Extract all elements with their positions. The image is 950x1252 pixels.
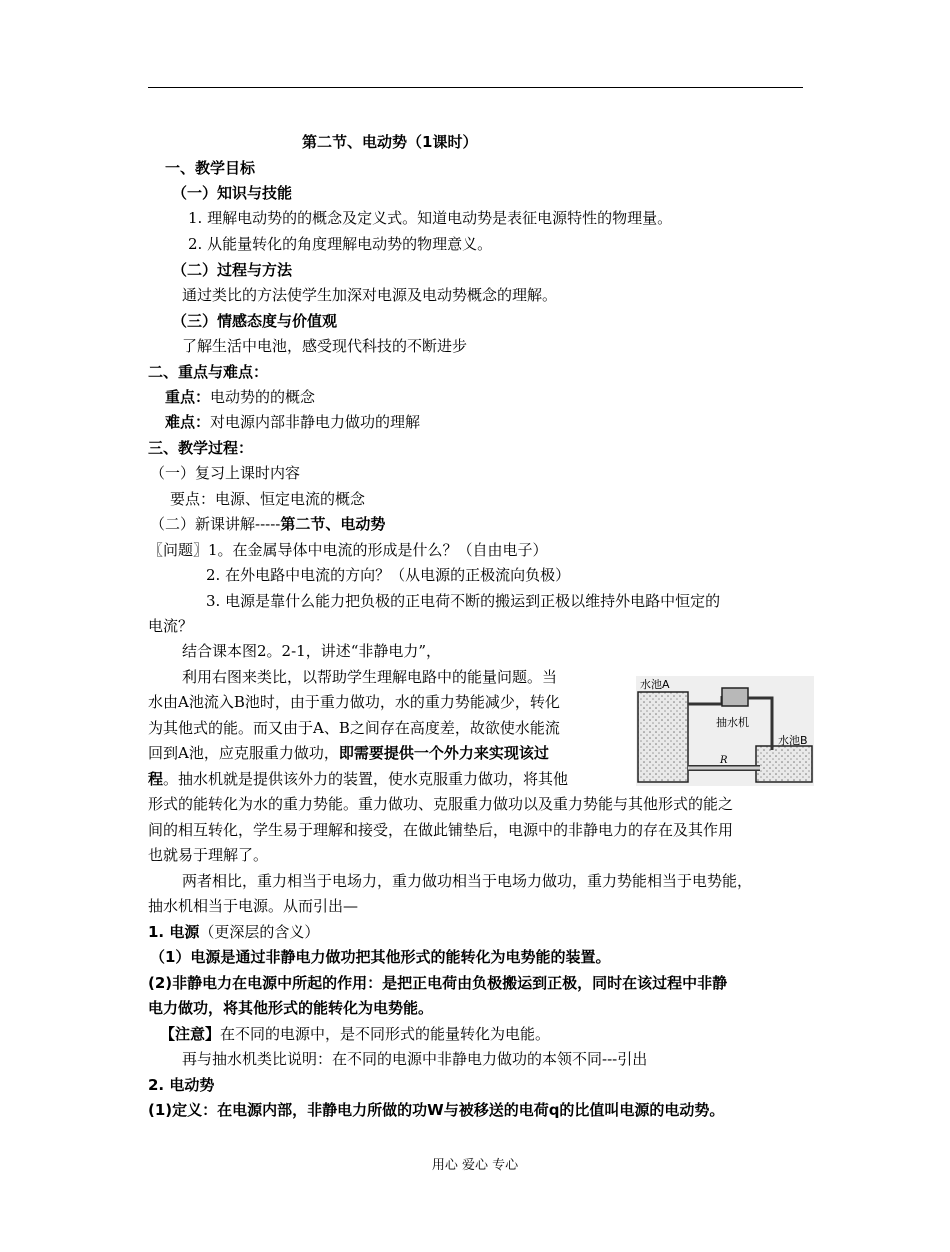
key-point-text: 电动势的的概念 bbox=[210, 388, 316, 406]
pool-a-label: 水池A bbox=[640, 678, 670, 691]
question: 〖问题〗1。在金属导体中电流的形成是什么？（自由电子） bbox=[148, 541, 548, 559]
page-footer: 用心 爱心 专心 bbox=[431, 1158, 519, 1173]
paragraph: 1. 理解电动势的的概念及定义式。知道电动势是表征电源特性的物理量。 bbox=[188, 209, 673, 227]
paragraph-text: 。抽水机就是提供该外力的装置，使水克服重力做功，将其他 bbox=[163, 770, 569, 788]
water-pump-figure bbox=[636, 676, 814, 786]
difficult-point-text: 对电源内部非静电力做功的理解 bbox=[210, 413, 421, 431]
paragraph-text: 回到A池，应克服重力做功， bbox=[148, 744, 339, 762]
question-continued: 电流？ bbox=[148, 617, 194, 635]
paragraph: 为其他式的能。而又由于A、B之间存在高度差，故欲使水能流 bbox=[148, 719, 560, 737]
note-label: 【注意】 bbox=[160, 1025, 221, 1043]
paragraph-bold: 程 bbox=[148, 770, 164, 788]
subsection-prefix: （二）新课讲解----- bbox=[150, 515, 281, 533]
section-heading: 三、教学过程： bbox=[148, 439, 254, 457]
subsection-heading: （二）过程与方法 bbox=[172, 261, 293, 279]
key-point-label: 重点： bbox=[165, 388, 211, 406]
paragraph: 通过类比的方法使学生加深对电源及电动势概念的理解。 bbox=[182, 286, 558, 304]
pump-box bbox=[722, 688, 748, 706]
definition: (1)定义：在电源内部，非静电力所做的功W与被移送的电荷q的比值叫电源的电动势。 bbox=[148, 1101, 725, 1119]
paragraph: 形式的能转化为水的重力势能。重力做功、克服重力做功以及重力势能与其他形式的能之 bbox=[148, 795, 734, 813]
key-point bbox=[165, 387, 315, 407]
subsection-heading: （一）知识与技能 bbox=[172, 184, 293, 202]
definition: (2)非静电力在电源中所起的作用：是把正电荷由负极搬运到正极，同时在该过程中非静 bbox=[148, 974, 728, 992]
difficult-point-label: 难点： bbox=[165, 413, 211, 431]
subsection-heading: （三）情感态度与价值观 bbox=[172, 312, 338, 330]
header-rule bbox=[148, 87, 803, 88]
paragraph: 间的相互转化，学生易于理解和接受，在做此铺垫后，电源中的非静电力的存在及其作用 bbox=[148, 821, 734, 839]
numbered-heading-text: （更深层的含义） bbox=[199, 923, 320, 941]
paragraph: 结合课本图2。2-1，讲述“非静电力”， bbox=[182, 642, 442, 660]
pool-b bbox=[756, 746, 812, 782]
numbered-heading bbox=[148, 922, 319, 942]
subsection-bold: 第二节、电动势 bbox=[280, 515, 386, 533]
pool-a bbox=[638, 692, 688, 782]
subsection-heading: （一）复习上课时内容 bbox=[150, 464, 301, 482]
paragraph: 要点：电源、恒定电流的概念 bbox=[170, 490, 366, 508]
paragraph-bold: 即需要提供一个外力来实现该过 bbox=[338, 744, 549, 762]
page-title: 第二节、电动势（1课时） bbox=[302, 133, 478, 151]
paragraph: 了解生活中电池，感受现代科技的不断进步 bbox=[182, 337, 468, 355]
pool-b-label: 水池B bbox=[778, 734, 808, 747]
definition: 电力做功，将其他形式的能转化为电势能。 bbox=[148, 999, 434, 1017]
paragraph: 两者相比，重力相当于电场力，重力做功相当于电场力做功，重力势能相当于电势能， bbox=[182, 872, 753, 890]
paragraph bbox=[148, 769, 568, 789]
numbered-heading-bold: 1. 电源 bbox=[148, 923, 200, 941]
paragraph: 2. 从能量转化的角度理解电动势的物理意义。 bbox=[188, 235, 493, 253]
difficult-point bbox=[165, 412, 420, 432]
definition: （1）电源是通过非静电力做功把其他形式的能转化为电势能的装置。 bbox=[150, 948, 611, 966]
pump-label: 抽水机 bbox=[716, 716, 749, 729]
question: 2. 在外电路中电流的方向？（从电源的正极流向负极） bbox=[206, 566, 571, 584]
note-text: 在不同的电源中，是不同形式的能量转化为电能。 bbox=[220, 1025, 551, 1043]
paragraph: 抽水机相当于电源。从而引出— bbox=[148, 897, 359, 915]
numbered-heading: 2. 电动势 bbox=[148, 1076, 215, 1094]
paragraph: 水由A池流入B池时，由于重力做功，水的重力势能减少，转化 bbox=[148, 693, 560, 711]
subsection-heading bbox=[150, 514, 385, 534]
note bbox=[160, 1024, 550, 1044]
section-heading: 二、重点与难点： bbox=[148, 363, 269, 381]
paragraph: 也就易于理解了。 bbox=[148, 846, 269, 864]
resistor-label: R bbox=[720, 755, 728, 766]
paragraph: 再与抽水机类比说明：在不同的电源中非静电力做功的本领不同---引出 bbox=[182, 1050, 648, 1068]
section-heading: 一、教学目标 bbox=[165, 159, 256, 177]
paragraph bbox=[148, 743, 549, 763]
question: 3. 电源是靠什么能力把负极的正电荷不断的搬运到正极以维持外电路中恒定的 bbox=[206, 592, 721, 610]
paragraph: 利用右图来类比，以帮助学生理解电路中的能量问题。当 bbox=[182, 668, 558, 686]
